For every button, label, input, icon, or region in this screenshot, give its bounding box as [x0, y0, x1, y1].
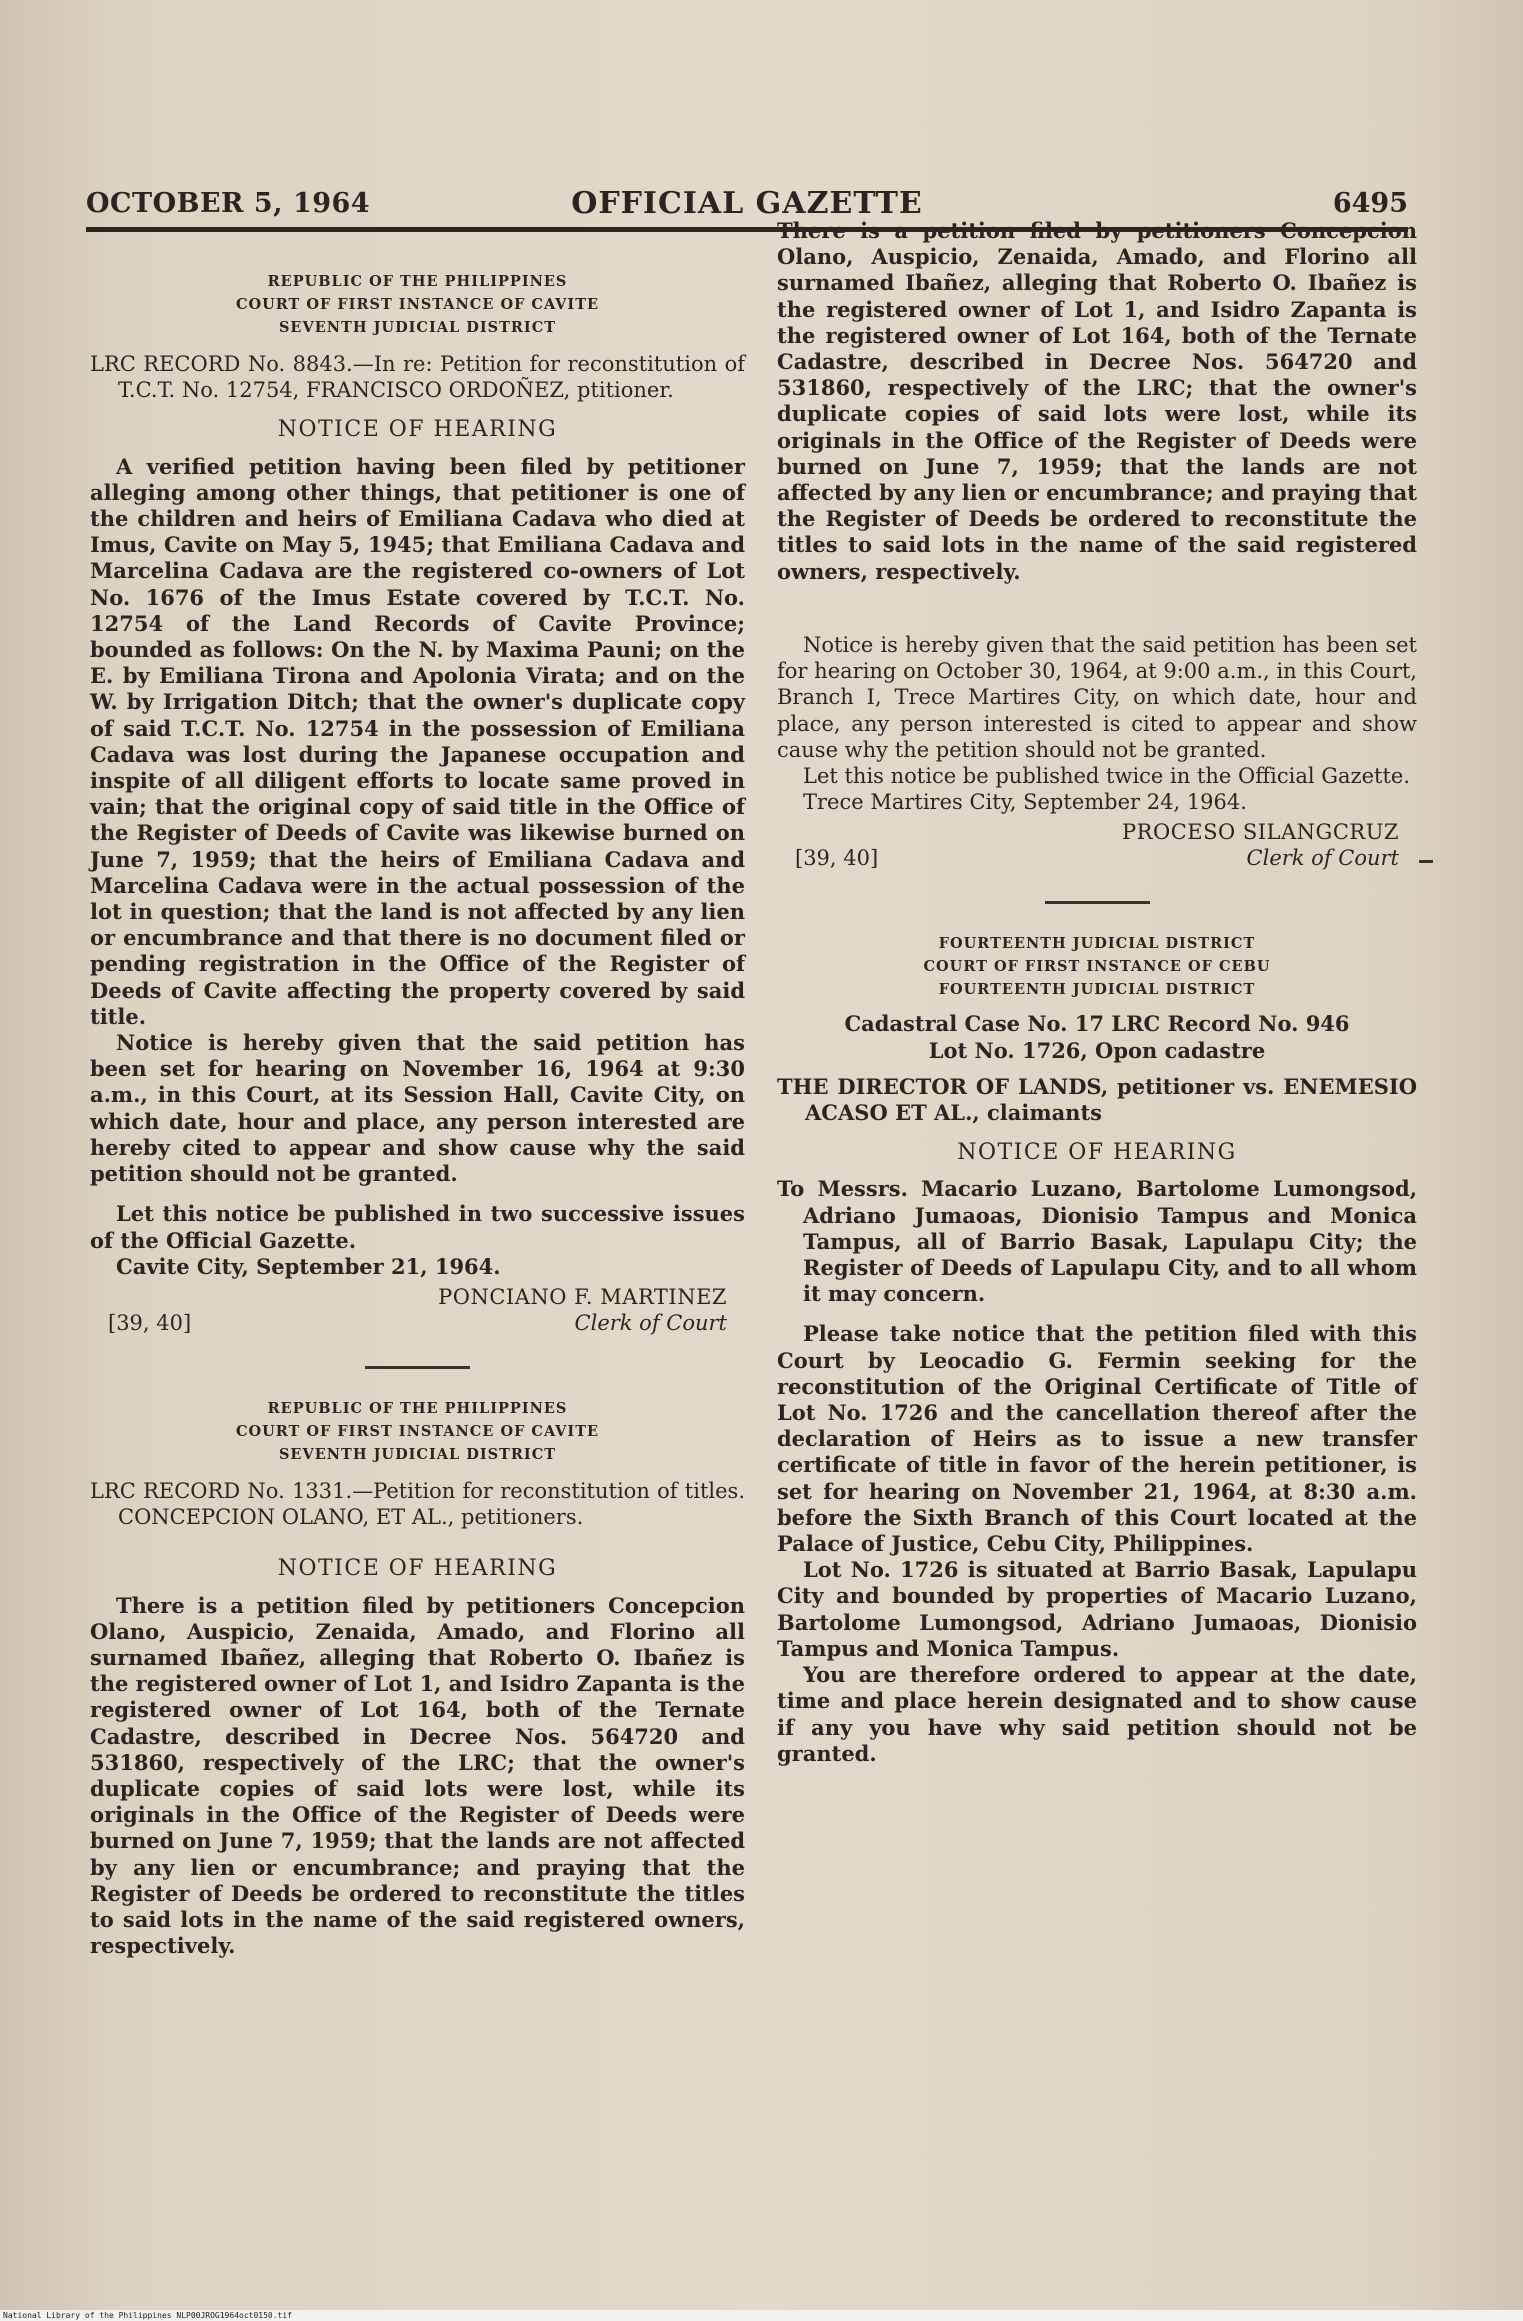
- notice2-paragraph-cont: There is a petition filed by petitioners Concepcion Olano, Auspicio, Zenaida, Amado, and Florino all surnamed Ibañez, alleging that Roberto O. Ibañez is the registered owner of Lot 1, and Isidro Zapanta is the registered owner of Lot 164, both of the Ternate Cadastre, described in Decree Nos. 564720 and 531860, respectively of the LRC; that the owner's duplicate copies of said lots were lost, while its originals in the Office of the Register of Deeds were burned on June 7, 1959; that the lands are not affected by any lien or encumbrance; and praying that the Register of Deeds be ordered to reconstitute the titles to said lots in the name of the said registered owners, respectively.: [777, 218, 1417, 584]
- notice1-heading: NOTICE OF HEARING: [277, 417, 558, 443]
- notice2-paragraph: There is a petition filed by petitioners Concepcion Olano, Auspicio, Zenaida, Amado, and Florino all surnamed Ibañez, alleging that Roberto O. Ibañez is the registered owner of Lot 1, and Isidro Zapanta is the registered owner of Lot 164, both of the Ternate Cadastre, described in Decree Nos. 564720 and 531860, respectively of the LRC; that the owner's duplicate copies of said lots were lost, while its originals in the Office of the Register of Deeds were burned on June 7, 1959; that the lands are not affected by any lien or encumbrance; and praying that the Register of Deeds be ordered to reconstitute the titles to said lots in the name of the said registered owners, respectively.: [90, 1592, 745, 1959]
- notice2-heading: NOTICE OF HEARING: [277, 1556, 558, 1582]
- header-page-number: 6495: [1332, 188, 1408, 219]
- header-title: OFFICIAL GAZETTE: [571, 186, 923, 221]
- notice1-ref: [39, 40]: [108, 1310, 192, 1335]
- separator: [1045, 901, 1150, 904]
- notice2-court-line: REPUBLIC OF THE PHILIPPINES: [267, 1399, 568, 1417]
- notice3-paragraph: Lot No. 1726 is situated at Barrio Basak, Lapulapu City and bounded by properties of Macario Luzano, Bartolome Lumongsod, Adriano Jumaoas, Dionisio Tampus and Monica Tampus.: [777, 1557, 1417, 1661]
- notice2-court-block: [90, 1397, 745, 1466]
- left-column: [90, 270, 745, 1959]
- notice2-signer-title: Clerk of Court: [1246, 846, 1399, 871]
- notice3-paragraph: Please take notice that the petition filed with this Court by Leocadio G. Fermin seeking for the reconstitution of the Original Certificate of Title of Lot No. 1726 and the cancellation thereof after the declaration of Heirs as to issue a new transfer certificate of title in favor of the herein petitioner, is set for hearing on November 21, 1964, at 8:30 a.m. before the Sixth Branch of this Court located at the Palace of Justice, Cebu City, Philippines.: [777, 1321, 1417, 1557]
- notice3-court-block: [777, 932, 1417, 1001]
- notice3-addressee: To Messrs. Macario Luzano, Bartolome Lumongsod, Adriano Jumaoas, Dionisio Tampus and Monica Tampus, all of Barrio Basak, Lapulapu City; the Register of Deeds of Lapulapu City, and to all whom it may concern.: [777, 1176, 1417, 1307]
- notice1-paragraph: Notice is hereby given that the said petition has been set for hearing on November 16, 1964 at 9:30 a.m., in this Court, at its Session Hall, Cavite City, on which date, hour and place, any person interested are hereby cited to appear and show cause why the said petition should not be granted.: [90, 1030, 745, 1187]
- notice1-court-block: [90, 270, 745, 339]
- notice2-signer: PROCESO SILANGCRUZ: [1122, 820, 1399, 845]
- notice1-signer-title: Clerk of Court: [574, 1310, 727, 1335]
- notice2-court-line: COURT OF FIRST INSTANCE OF CAVITE: [235, 1422, 600, 1440]
- notice1-record: LRC RECORD No. 8843.—In re: Petition for reconstitution of T.C.T. No. 12754, FRANCISCO ORDOÑEZ, ptitioner.: [90, 352, 745, 403]
- header-date: OCTOBER 5, 1964: [86, 188, 371, 219]
- notice2-continuation: [777, 218, 1417, 632]
- notice1-court-line: COURT OF FIRST INSTANCE OF CAVITE: [235, 296, 600, 313]
- notice2-court-line: SEVENTH JUDICIAL DISTRICT: [278, 1445, 557, 1463]
- notice2-ref: [39, 40]: [795, 846, 879, 871]
- notice3-court-line: COURT OF FIRST INSTANCE OF CEBU: [923, 958, 1271, 976]
- notice1-paragraph: A verified petition having been filed by petitioner alleging among other things, that petitioner is one of the children and heirs of Emiliana Cadava who died at Imus, Cavite on May 5, 1945; that Emiliana Cadava and Marcelina Cadava are the registered co-owners of Lot No. 1676 of the Imus Estate covered by T.C.T. No. 12754 of the Land Records of Cavite Province; bounded as follows: On the N. by Maxima Pauni; on the E. by Emiliana Tirona and Apolonia Virata; and on the W. by Irrigation Ditch; that the owner's duplicate copy of said T.C.T. No. 12754 in the possession of Emiliana Cadava was lost during the Japanese occupation and inspite of all diligent efforts to locate same proved in vain; that the original copy of said title in the Office of the Register of Deeds of Cavite was likewise burned on June 7, 1959; that the heirs of Emiliana Cadava and Marcelina Cadava were in the actual possession of the lot in question; that the land is not affected by any lien or encumbrance and that there is no document filed or pending registration in the Office of the Register of Deeds of Cavite affecting the property covered by said title.: [90, 453, 745, 1029]
- notice2-paragraph: Notice is hereby given that the said petition has been set for hearing on October 30, 1964, at 9:00 a.m., in this Court, Branch I, Trece Martires City, on which date, hour and place, any person interested is cited to appear and show cause why the petition should not be granted.: [777, 633, 1417, 762]
- notice3-court-line: FOURTEENTH JUDICIAL DISTRICT: [938, 935, 1256, 953]
- separator: [365, 1366, 470, 1369]
- notice1-paragraph: Let this notice be published in two successive issues of the Official Gazette.: [90, 1201, 745, 1253]
- notice1-dateline: Cavite City, September 21, 1964.: [116, 1253, 501, 1279]
- notice2-dateline: Trece Martires City, September 24, 1964.: [803, 790, 1247, 815]
- notice3-paragraph: You are therefore ordered to appear at the date, time and place herein designated and to show cause if any you have why said petition should not be granted.: [777, 1662, 1417, 1766]
- notice1-signer: PONCIANO F. MARTINEZ: [438, 1284, 727, 1309]
- notice1-signature: [90, 1284, 745, 1340]
- margin-mark: [1419, 860, 1433, 863]
- notice3-case-line: Lot No. 1726, Opon cadastre: [928, 1037, 1266, 1063]
- footer-caption: National Library of the Philippines NLP00JROG1964oct0150.tif: [3, 2311, 292, 2320]
- notice2-record: LRC RECORD No. 1331.—Petition for reconstitution of titles. CONCEPCION OLANO, ET AL., petitioners.: [90, 1478, 745, 1530]
- notice2-paragraph: Let this notice be published twice in the Official Gazette.: [803, 764, 1411, 789]
- notice3-court-line: FOURTEENTH JUDICIAL DISTRICT: [938, 981, 1256, 999]
- notice1-court-line: SEVENTH JUDICIAL DISTRICT: [278, 319, 557, 336]
- notice3-parties: THE DIRECTOR OF LANDS, petitioner vs. ENEMESIO ACASO ET AL., claimants: [777, 1073, 1417, 1126]
- notice1-court-line: REPUBLIC OF THE PHILIPPINES: [267, 273, 568, 290]
- notice3-heading: NOTICE OF HEARING: [957, 1140, 1237, 1166]
- notice3-case-line: Cadastral Case No. 17 LRC Record No. 946: [844, 1011, 1350, 1037]
- notice2-signature: [777, 819, 1417, 875]
- right-column: [777, 218, 1417, 1767]
